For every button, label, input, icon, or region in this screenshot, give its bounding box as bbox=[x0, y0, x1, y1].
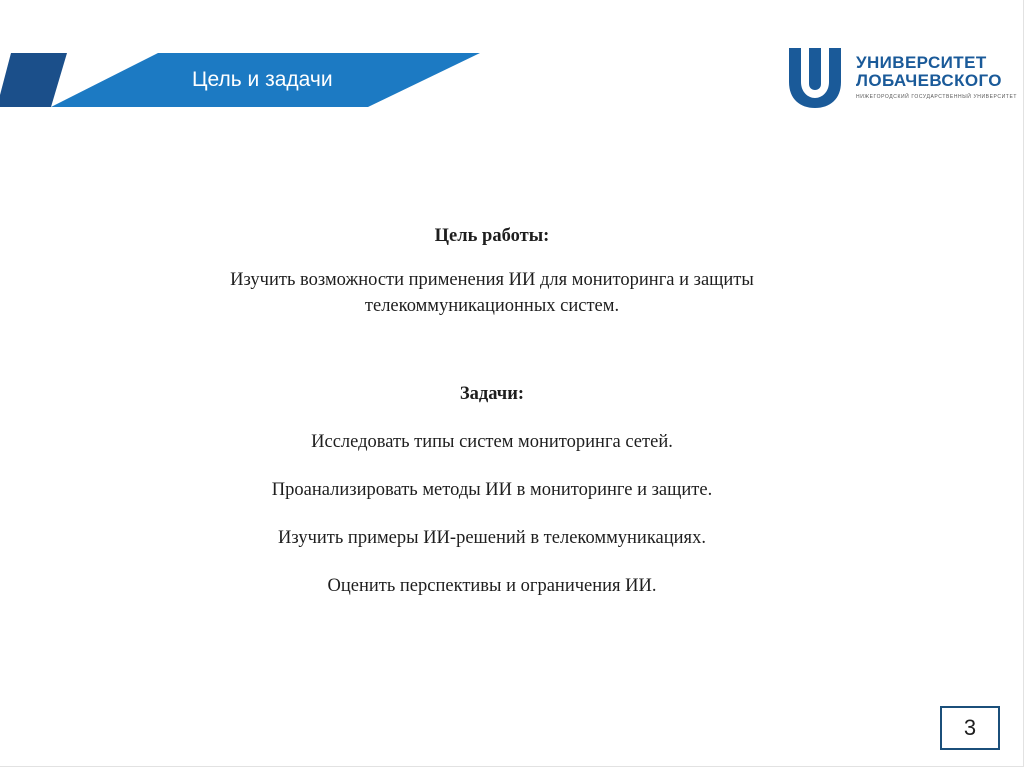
university-logo bbox=[786, 46, 1018, 114]
task-item: Исследовать типы систем мониторинга сетей. bbox=[311, 432, 673, 452]
banner-left-stripe bbox=[0, 53, 67, 107]
page-number: 3 bbox=[940, 706, 1000, 750]
tasks-heading: Задачи: bbox=[459, 384, 525, 404]
goal-text-line2: телекоммуникационных систем. bbox=[364, 296, 620, 316]
task-item: Проанализировать методы ИИ в мониторинге и защите. bbox=[271, 480, 713, 500]
task-item: Изучить примеры ИИ-решений в телекоммуникациях. bbox=[278, 528, 706, 548]
logo-text-line1: УНИВЕРСИТЕТ bbox=[856, 53, 987, 72]
goal-heading: Цель работы: bbox=[434, 226, 550, 246]
slide-content bbox=[160, 223, 824, 599]
goal-text-line1: Изучить возможности применения ИИ для мониторинга и защиты bbox=[230, 270, 754, 290]
task-item: Оценить перспективы и ограничения ИИ. bbox=[327, 576, 657, 596]
logo-text-line2: ЛОБАЧЕВСКОГО bbox=[856, 71, 1002, 90]
university-u-emblem-icon bbox=[786, 46, 844, 110]
header-banner bbox=[0, 0, 490, 110]
slide-title: Цель и задачи bbox=[192, 68, 333, 91]
logo-subtitle: НИЖЕГОРОДСКИЙ ГОСУДАРСТВЕННЫЙ УНИВЕРСИТЕТ bbox=[856, 94, 1018, 100]
